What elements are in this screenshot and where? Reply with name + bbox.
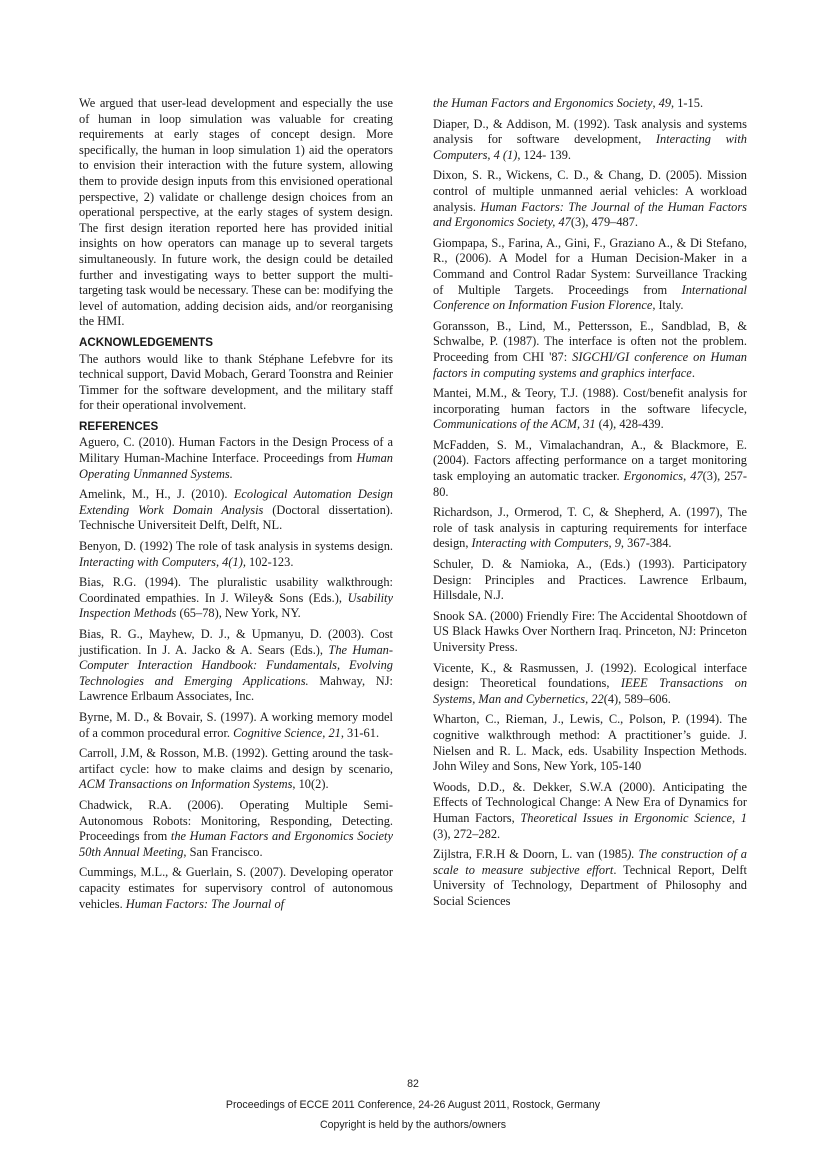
reference-item bbox=[79, 575, 393, 622]
acknowledgements-heading: ACKNOWLEDGEMENTS bbox=[79, 335, 213, 349]
reference-text-run: Interacting with Computers, 4(1), bbox=[79, 554, 246, 569]
reference-text-run: (3), 272–282. bbox=[433, 826, 501, 841]
reference-text-run: Mantei, M.M., & Teory, T.J. (1988). Cost/benefit analysis for incorporating human factors in the software lifecycle, bbox=[433, 386, 747, 416]
reference-item bbox=[79, 487, 393, 534]
reference-text-run: Aguero, C. (2010). Human Factors in the Design Process of a Military Human-Machine Interface. Proceedings from bbox=[79, 435, 393, 466]
reference-item bbox=[79, 539, 393, 570]
reference-item bbox=[433, 712, 747, 774]
reference-text-run: Diaper, D., & Addison, M. (1992). Task analysis and systems analysis for software development, bbox=[433, 116, 747, 147]
reference-text-run: ). The construction of a scale to measure subjective effort bbox=[433, 847, 747, 877]
reference-text-run: Snook SA. (2000) Friendly Fire: The Accidental Shootdown of US Black Hawks Over Northern Iraq. Princeton, NJ: Princeton University Press. bbox=[433, 608, 747, 654]
reference-text-run: Dixon, S. R., Wickens, C. D., & Chang, D. (2005). Mission control of multiple unmanned aerial vehicles: A workload analysis. bbox=[433, 168, 747, 214]
reference-text-run: SIGCHI/GI conference on Human factors in computing systems and graphics interface bbox=[433, 349, 747, 380]
reference-text-run: Human Operating Unmanned Systems. bbox=[79, 451, 393, 481]
reference-text-run: 479–487. bbox=[588, 215, 639, 230]
left-reference-list bbox=[79, 435, 393, 912]
reference-text-run: , 1-15. bbox=[671, 96, 704, 110]
reference-text-run: Zijlstra, F.R.H & Doorn, L. van (1985 bbox=[433, 847, 628, 862]
reference-item bbox=[433, 505, 747, 552]
reference-text-run: (Doctoral dissertation). Technische Universiteit Delft, Delft, NL. bbox=[79, 502, 393, 533]
reference-text-run: 1 bbox=[740, 810, 747, 825]
reference-text-run: Communications of the ACM, 31 bbox=[433, 417, 596, 432]
reference-text-run: , 31-61. bbox=[340, 725, 380, 740]
reference-text-run: (65–78), New York, NY. bbox=[176, 606, 301, 621]
reference-text-run: 102-123. bbox=[245, 554, 294, 569]
reference-text-run: , bbox=[652, 96, 659, 110]
reference-text-run: , San Francisco. bbox=[183, 844, 263, 859]
reference-text-run: the Human Factors and Ergonomics Society 50th Annual Meeting bbox=[79, 829, 393, 859]
reference-text-run: Chadwick, R.A. (2006). Operating Multiple Semi-Autonomous Robots: Monitoring, Responding, Detecting. Proceedings from bbox=[79, 797, 393, 844]
reference-text-run: , Italy. bbox=[652, 298, 684, 313]
reference-text-run: Interacting with Computers, 9 bbox=[471, 536, 621, 551]
reference-text-run: the Human Factors and Ergonomics Society bbox=[433, 96, 653, 110]
left-column bbox=[79, 96, 393, 917]
reference-text-run: Theoretical Issues in Ergonomic Science bbox=[520, 810, 733, 825]
reference-text-run: 49 bbox=[658, 96, 672, 110]
reference-item bbox=[79, 798, 393, 860]
page-number: 82 bbox=[407, 1078, 419, 1090]
reference-text-run: Ecological Automation Design Extending Work Domain Analysis bbox=[79, 487, 393, 517]
reference-item bbox=[433, 780, 747, 842]
reference-text-run: , 10(2). bbox=[292, 777, 329, 792]
reference-text-run: International Conference on Information Fusion Florence bbox=[433, 282, 747, 313]
reference-text-run: ACM Transactions on Information Systems bbox=[79, 777, 293, 792]
reference-text-run: , bbox=[585, 215, 589, 230]
reference-text-run: The Human-Computer Interaction Handbook: Fundamentals, Evolving Technologies and Emerging Applications. bbox=[79, 642, 393, 688]
reference-text-run: Usability Inspection Methods bbox=[79, 590, 393, 621]
reference-text-run: Giompapa, S., Farina, A., Gini, F., Graziano A., & Di Stefano, R., (2006). A Model for a Human Decision-Maker in a Command and Control Radar System: Surveillance Tracking of Multiple Targets. Proceedings from bbox=[433, 235, 747, 297]
reference-text-run: , bbox=[683, 469, 691, 484]
reference-text-run: Benyon, D. (1992) The role of task analysis in systems design. bbox=[79, 539, 393, 554]
reference-text-run: , 367-384. bbox=[620, 536, 672, 551]
reference-text-run: Woods, D.D., &. Dekker, S.W.A (2000). Anticipating the Effects of Technological Change: A New Era of Dynamics for Human Factors, bbox=[433, 779, 747, 825]
reference-text-run: Schuler, D. & Namioka, A., (Eds.) (1993). Participatory Design: Principles and Practices. Lawrence Erlbaum, Hillsdale, N.J. bbox=[433, 557, 747, 603]
reference-item bbox=[433, 236, 747, 314]
reference-text-run: Carroll, J.M, & Rosson, M.B. (1992). Getting around the task-artifact cycle: how to make claims and design by scenario, bbox=[79, 746, 393, 776]
reference-text-run: Human Factors: The Journal of the Human Factors and Ergonomics Society, 47 bbox=[433, 199, 747, 230]
acknowledgements-text: The authors would like to thank Stéphane Lefebvre for its technical support, David Mobach, Gerard Toonstra and Reinier Timmer for the software development, and the military staff for their operational involvement. bbox=[79, 351, 393, 413]
conclusion-paragraph: We argued that user-lead development and especially the use of human in loop simulation was valuable for creating requirements at early stages of concept design. More specifically, the human in loop simulation 1) aid the operators to envision their interaction with the future system, allowing them to provide design inputs from this envisioned operational perspective, 2) validate or challenge design choices from an operational perspective, at the early stages of system design. The first design iteration reported here has provided initial insights on how operators can manage up to several targets simultaneously. In future work, the design could be detailed further and investigating ways to better support the multi-targeting task would be necessary. These can be: modifying the level of automation, adding decision aids, and/or reorganising the HMI. bbox=[79, 96, 393, 329]
reference-item bbox=[433, 847, 747, 909]
reference-text-run: Ergonomics bbox=[623, 469, 684, 484]
reference-text-run: (3) bbox=[570, 215, 586, 230]
reference-item bbox=[433, 557, 747, 604]
reference-text-run: Mahway, NJ: Lawrence Erlbaum Associates, Inc. bbox=[79, 673, 393, 704]
proceedings-line: Proceedings of ECCE 2011 Conference, 24-26 August 2011, Rostock, Germany bbox=[225, 1099, 601, 1111]
reference-text-run: , 124- 139. bbox=[517, 147, 572, 162]
reference-item bbox=[79, 627, 393, 705]
reference-item bbox=[79, 746, 393, 793]
reference-item bbox=[433, 319, 747, 381]
reference-text-run: . Technical Report, Delft University of Technology, Department of Philosophy and Social Sciences bbox=[433, 862, 747, 908]
reference-item bbox=[79, 865, 393, 912]
reference-item bbox=[433, 168, 747, 230]
reference-text-run: , bbox=[732, 810, 741, 825]
reference-text-run: 47 bbox=[690, 469, 703, 484]
reference-item bbox=[433, 117, 747, 164]
reference-item bbox=[79, 435, 393, 482]
reference-text-run: Goransson, B., Lind, M., Pettersson, E., Sandblad, B, & Schwalbe, P. (1987). The interface is often not the problem. Proceeding from CHI '87: bbox=[433, 318, 747, 364]
reference-text-run: Byrne, M. D., & Bovair, S. (1997). A working memory model of a common procedural error. bbox=[79, 709, 393, 740]
right-reference-list bbox=[433, 96, 747, 910]
reference-text-run: Wharton, C., Rieman, J., Lewis, C., Polson, P. (1994). The cognitive walkthrough method: A practitioner’s guide. J. Nielsen and R. L. Mack, eds. Usability Inspection Methods. John Wiley and Sons, New York, 105-140 bbox=[433, 712, 747, 774]
reference-item bbox=[433, 386, 747, 433]
reference-item bbox=[433, 609, 747, 656]
reference-text-run: Cummings, M.L., & Guerlain, S. (2007). Developing operator capacity estimates for supervisory control of autonomous vehicles. bbox=[79, 865, 393, 911]
reference-text-run: Cognitive Science, 21 bbox=[233, 725, 341, 740]
reference-item bbox=[433, 661, 747, 708]
right-column bbox=[433, 96, 747, 915]
reference-item bbox=[79, 710, 393, 741]
reference-item bbox=[433, 96, 747, 112]
reference-text-run: Vicente, K., & Rasmussen, J. (1992). Ecological interface design: Theoretical foundations, bbox=[433, 660, 747, 691]
reference-text-run: Amelink, M., H., J. (2010). bbox=[79, 487, 234, 502]
reference-text-run: Interacting with Computers, 4 (1) bbox=[433, 132, 748, 162]
reference-text-run: Human Factors: The Journal of bbox=[125, 896, 285, 911]
reference-text-run: McFadden, S. M., Vimalachandran, A., & Blackmore, E. (2004). Factors affecting performance on a target monitoring task employing an automatic tracker. bbox=[433, 437, 747, 484]
reference-text-run: . bbox=[691, 365, 695, 380]
reference-text-run: (4), 428-439. bbox=[595, 417, 664, 432]
reference-text-run: (3), 257-80. bbox=[433, 469, 747, 499]
reference-text-run: Richardson, J., Ormerod, T. C, & Shepherd, A. (1997), The role of task analysis in capturing requirements for interface design, bbox=[433, 505, 747, 551]
copyright-line: Copyright is held by the authors/owners bbox=[319, 1119, 507, 1131]
reference-text-run: (4), 589–606. bbox=[603, 691, 671, 706]
reference-text-run: Bias, R. G., Mayhew, D. J., & Upmanyu, D. (2003). Cost justification. In J. A. Jacko & A. Sears (Eds.), bbox=[79, 627, 393, 657]
reference-text-run: Bias, R.G. (1994). The pluralistic usability walkthrough: Coordinated empathies. In J. Wiley& Sons (Eds.), bbox=[79, 575, 393, 605]
reference-item bbox=[433, 438, 747, 500]
references-heading: REFERENCES bbox=[79, 419, 159, 433]
reference-text-run: IEEE Transactions on Systems, Man and Cybernetics, 22 bbox=[433, 676, 748, 706]
